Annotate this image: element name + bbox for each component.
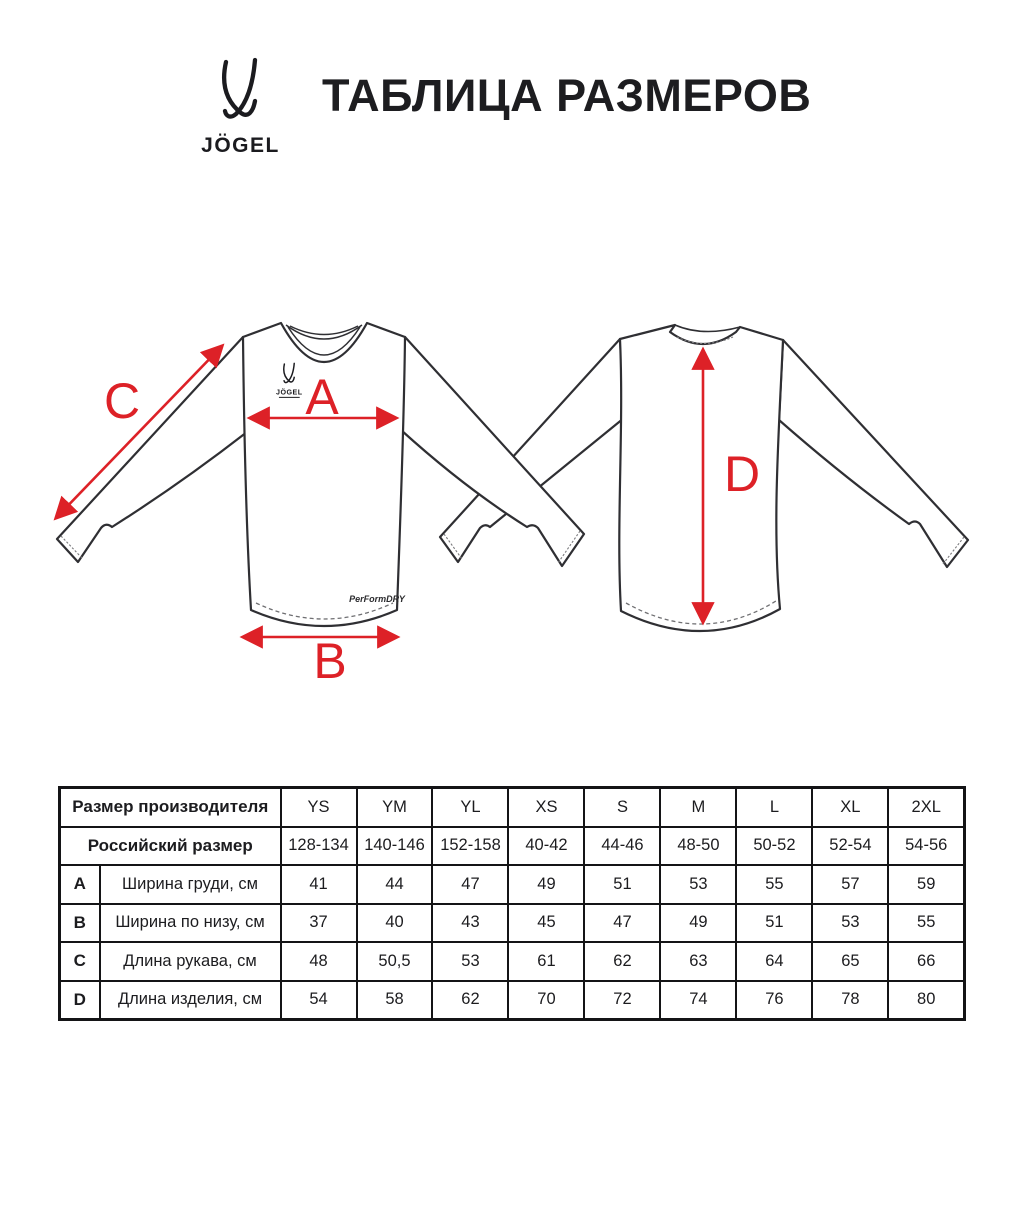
size-code-cell: 2XL <box>888 788 964 827</box>
value-cell: 72 <box>584 981 660 1020</box>
value-cell: 37 <box>281 904 357 943</box>
measure-label-d: D <box>724 446 761 502</box>
value-cell: 59 <box>888 865 964 904</box>
value-cell: 53 <box>432 942 508 981</box>
value-cell: 66 <box>888 942 964 981</box>
value-cell: 51 <box>584 865 660 904</box>
size-code-cell: XL <box>812 788 888 827</box>
size-code-cell: L <box>736 788 812 827</box>
value-cell: 51 <box>736 904 812 943</box>
page-title: ТАБЛИЦА РАЗМЕРОВ <box>322 70 812 121</box>
russian-size-row <box>60 827 965 866</box>
measure-row-c <box>60 942 965 981</box>
back-right-sleeve <box>779 340 968 567</box>
measure-name: Длина изделия, см <box>100 981 281 1020</box>
back-collar-top-edge <box>675 325 740 332</box>
size-range-cell: 40-42 <box>508 827 584 866</box>
front-left-sleeve <box>57 337 247 562</box>
measure-name: Ширина груди, см <box>100 865 281 904</box>
size-range-cell: 152-158 <box>432 827 508 866</box>
measure-letter: A <box>60 865 100 904</box>
measure-letter: C <box>60 942 100 981</box>
russian-size-label: Российский размер <box>60 827 281 866</box>
manufacturer-size-row <box>60 788 965 827</box>
value-cell: 43 <box>432 904 508 943</box>
fabric-label: PerFormDRY <box>349 594 405 604</box>
measure-label-c: C <box>103 373 141 429</box>
value-cell: 80 <box>888 981 964 1020</box>
size-range-cell: 44-46 <box>584 827 660 866</box>
size-range-cell: 54-56 <box>888 827 964 866</box>
value-cell: 74 <box>660 981 736 1020</box>
measure-row-d <box>60 981 965 1020</box>
value-cell: 44 <box>357 865 433 904</box>
measure-name: Ширина по низу, см <box>100 904 281 943</box>
value-cell: 54 <box>281 981 357 1020</box>
size-code-cell: S <box>584 788 660 827</box>
value-cell: 57 <box>812 865 888 904</box>
value-cell: 49 <box>508 865 584 904</box>
value-cell: 70 <box>508 981 584 1020</box>
size-range-cell: 50-52 <box>736 827 812 866</box>
value-cell: 65 <box>812 942 888 981</box>
value-cell: 49 <box>660 904 736 943</box>
size-code-cell: YS <box>281 788 357 827</box>
value-cell: 55 <box>888 904 964 943</box>
size-range-cell: 128-134 <box>281 827 357 866</box>
measure-name: Длина рукава, см <box>100 942 281 981</box>
value-cell: 50,5 <box>357 942 433 981</box>
value-cell: 78 <box>812 981 888 1020</box>
value-cell: 48 <box>281 942 357 981</box>
measure-label-a: A <box>305 369 339 425</box>
value-cell: 53 <box>660 865 736 904</box>
brand-logo <box>201 60 280 157</box>
size-range-cell: 48-50 <box>660 827 736 866</box>
value-cell: 45 <box>508 904 584 943</box>
value-cell: 62 <box>432 981 508 1020</box>
value-cell: 53 <box>812 904 888 943</box>
value-cell: 40 <box>357 904 433 943</box>
value-cell: 64 <box>736 942 812 981</box>
size-code-cell: YM <box>357 788 433 827</box>
chest-wordmark: JÖGEL <box>275 388 303 397</box>
size-code-cell: M <box>660 788 736 827</box>
value-cell: 55 <box>736 865 812 904</box>
value-cell: 76 <box>736 981 812 1020</box>
value-cell: 61 <box>508 942 584 981</box>
value-cell: 62 <box>584 942 660 981</box>
size-table <box>58 786 966 1021</box>
size-code-cell: XS <box>508 788 584 827</box>
size-code-cell: YL <box>432 788 508 827</box>
value-cell: 58 <box>357 981 433 1020</box>
brand-wordmark: JÖGEL <box>201 134 280 157</box>
value-cell: 47 <box>584 904 660 943</box>
measure-label-b: B <box>313 633 347 689</box>
front-collar-back-seam <box>286 325 362 339</box>
manufacturer-size-label: Размер производителя <box>60 788 281 827</box>
size-range-cell: 140-146 <box>357 827 433 866</box>
measure-row-a <box>60 865 965 904</box>
value-cell: 47 <box>432 865 508 904</box>
measure-row-b <box>60 904 965 943</box>
value-cell: 41 <box>281 865 357 904</box>
brand-logo-mark-right <box>225 60 255 117</box>
value-cell: 63 <box>660 942 736 981</box>
measure-letter: B <box>60 904 100 943</box>
size-range-cell: 52-54 <box>812 827 888 866</box>
measure-letter: D <box>60 981 100 1020</box>
